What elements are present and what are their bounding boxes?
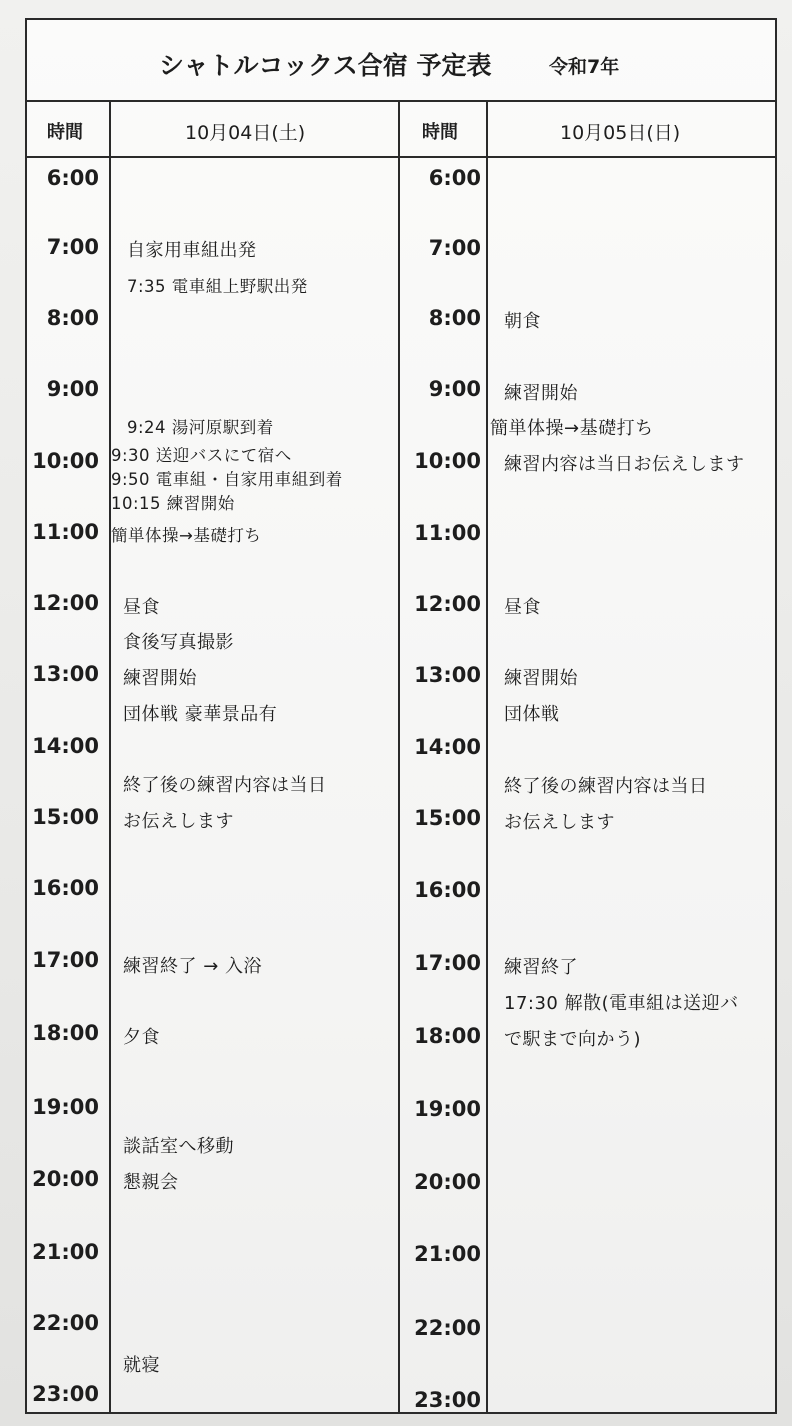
day2-event: 練習内容は当日お伝えします: [504, 454, 745, 475]
day1-event: 9:50 電車組・自家用車組到着: [111, 470, 343, 489]
day1-time: 21:00: [32, 1240, 99, 1264]
day1-event: 昼食: [123, 597, 160, 618]
day1-event: 懇親会: [123, 1172, 179, 1193]
day1-time: 8:00: [46, 306, 99, 330]
day1-event: お伝えします: [123, 811, 234, 832]
day2-time: 8:00: [428, 306, 481, 330]
day1-event: 9:30 送迎バスにて宿へ: [111, 446, 292, 465]
day1-time: 9:00: [46, 377, 99, 401]
day2-time: 23:00: [414, 1388, 481, 1412]
day2-header: 10月05日(日): [560, 122, 681, 144]
day1-time: 6:00: [46, 166, 99, 190]
column-divider: [486, 100, 488, 1412]
day2-event: 練習終了: [504, 957, 578, 978]
day2-time: 19:00: [414, 1097, 481, 1121]
day1-time: 10:00: [32, 449, 99, 473]
day1-event: 終了後の練習内容は当日: [123, 775, 327, 796]
day1-event: 夕食: [123, 1027, 160, 1048]
day1-time: 23:00: [32, 1382, 99, 1406]
day1-time: 19:00: [32, 1095, 99, 1119]
day1-event: 就寝: [123, 1355, 160, 1376]
column-divider: [109, 100, 111, 1412]
day1-event: 10:15 練習開始: [111, 494, 235, 513]
day2-time: 6:00: [428, 166, 481, 190]
day1-event: 自家用車組出発: [127, 240, 257, 261]
day1-event: 談話室へ移動: [123, 1136, 234, 1157]
header-divider: [27, 156, 775, 158]
day2-time: 22:00: [414, 1316, 481, 1340]
day1-time: 11:00: [32, 520, 99, 544]
day2-time: 14:00: [414, 735, 481, 759]
day1-header: 10月04日(土): [185, 122, 306, 144]
column-divider: [398, 100, 400, 1412]
day2-time: 16:00: [414, 878, 481, 902]
day1-event: 7:35 電車組上野駅出発: [127, 277, 308, 296]
day2-time: 20:00: [414, 1170, 481, 1194]
day1-time: 22:00: [32, 1311, 99, 1335]
day1-time: 18:00: [32, 1021, 99, 1045]
day1-time: 15:00: [32, 805, 99, 829]
day2-time: 10:00: [414, 449, 481, 473]
day1-event: 団体戦 豪華景品有: [123, 704, 278, 725]
day1-time: 13:00: [32, 662, 99, 686]
page-title: シャトルコックス合宿 予定表: [159, 51, 492, 80]
day2-event: で駅まで向かう): [504, 1029, 642, 1050]
day1-time: 7:00: [46, 235, 99, 259]
day1-time: 12:00: [32, 591, 99, 615]
day2-time: 7:00: [428, 236, 481, 260]
day2-time: 15:00: [414, 806, 481, 830]
time-column-header: 時間: [422, 122, 458, 143]
day1-event: 簡単体操→基礎打ち: [111, 526, 262, 545]
year-label: 令和7年: [549, 56, 620, 78]
day1-event: 練習開始: [123, 668, 197, 689]
day1-event: 練習終了 → 入浴: [123, 956, 263, 977]
time-column-header: 時間: [47, 122, 83, 143]
day2-time: 9:00: [428, 377, 481, 401]
day1-time: 16:00: [32, 876, 99, 900]
day2-event: 団体戦: [504, 704, 560, 725]
day2-event: 終了後の練習内容は当日: [504, 776, 708, 797]
day2-time: 12:00: [414, 592, 481, 616]
day2-time: 21:00: [414, 1242, 481, 1266]
day1-time: 14:00: [32, 734, 99, 758]
title-row: [27, 20, 779, 102]
day2-time: 13:00: [414, 663, 481, 687]
day2-event: 昼食: [504, 597, 541, 618]
day1-time: 17:00: [32, 948, 99, 972]
day1-event: 食後写真撮影: [123, 632, 234, 653]
day2-event: 練習開始: [504, 668, 578, 689]
day1-time: 20:00: [32, 1167, 99, 1191]
day2-event: 簡単体操→基礎打ち: [490, 418, 654, 439]
title-divider: [27, 100, 775, 102]
day2-time: 17:00: [414, 951, 481, 975]
day2-event: 朝食: [504, 311, 541, 332]
day1-event: 9:24 湯河原駅到着: [127, 418, 274, 437]
day2-event: 17:30 解散(電車組は送迎バ: [504, 993, 739, 1014]
day2-time: 18:00: [414, 1024, 481, 1048]
schedule-table: [25, 18, 777, 1414]
day2-event: 練習開始: [504, 383, 578, 404]
day2-event: お伝えします: [504, 812, 615, 833]
day2-time: 11:00: [414, 521, 481, 545]
